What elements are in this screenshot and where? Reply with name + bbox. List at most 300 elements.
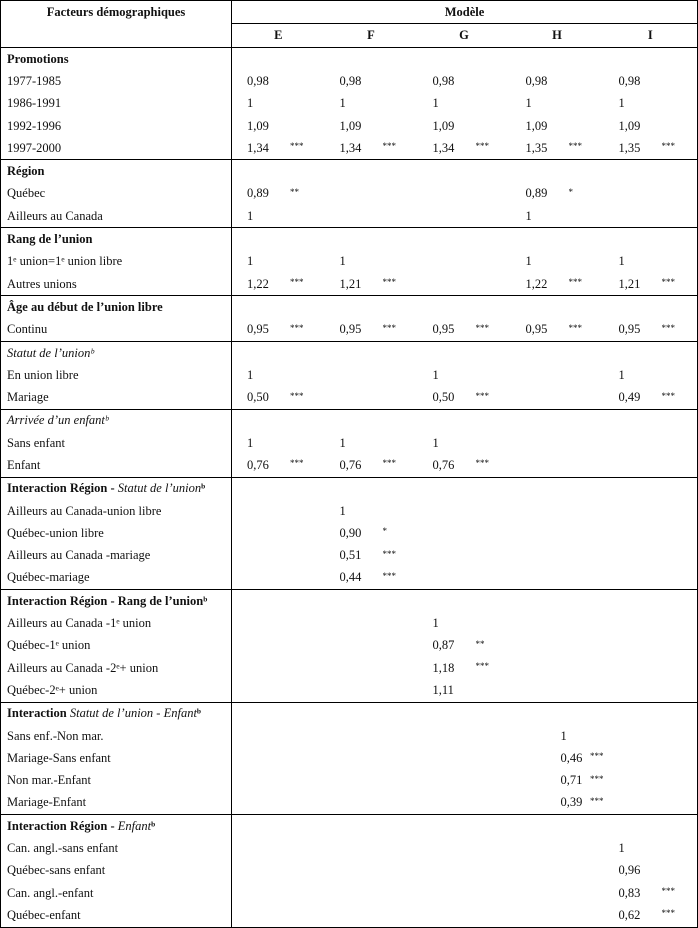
value-cell xyxy=(511,137,604,160)
value-cell xyxy=(325,251,418,273)
empty-cell xyxy=(511,815,604,838)
table-row xyxy=(1,115,698,137)
odds-ratio: 0,98 xyxy=(247,73,269,88)
table-row xyxy=(1,657,698,679)
value-cell xyxy=(511,115,604,137)
value-cell xyxy=(325,319,418,342)
value-cell xyxy=(418,454,511,477)
value-cell xyxy=(604,904,698,927)
value-cell xyxy=(511,770,604,792)
significance-stars: *** xyxy=(568,322,582,333)
odds-ratio: 0,50 xyxy=(247,390,269,405)
value-cell xyxy=(232,319,325,342)
empty-cell xyxy=(511,702,604,725)
odds-ratio: 1,09 xyxy=(525,118,548,133)
section-title: Âge au début de l’union libre xyxy=(1,296,232,319)
row-label: Québec-2ᵉ+ union xyxy=(1,679,232,702)
row-label: Ailleurs au Canada xyxy=(1,205,232,228)
value-cell xyxy=(418,545,511,567)
table-row xyxy=(1,567,698,590)
value-cell xyxy=(325,364,418,386)
value-cell xyxy=(232,657,325,679)
odds-ratio: 0,62 xyxy=(618,907,641,922)
odds-ratio: 1 xyxy=(339,435,346,450)
row-label: Autres unions xyxy=(1,273,232,296)
section-title-part: Enfant xyxy=(117,818,152,833)
odds-ratio: 1,11 xyxy=(432,682,454,697)
table-row xyxy=(1,860,698,882)
odds-ratio: 0,39 xyxy=(560,795,583,810)
value-cell xyxy=(511,522,604,544)
column-group-model: Modèle xyxy=(232,1,698,24)
odds-ratio: 0,83 xyxy=(618,885,641,900)
section-title: Statut de l’unionᵇ xyxy=(1,341,232,364)
value-cell xyxy=(418,115,511,137)
section-header-row xyxy=(1,409,698,432)
section-title: Promotions xyxy=(1,48,232,71)
value-cell xyxy=(232,93,325,115)
table-row xyxy=(1,454,698,477)
row-label: Sans enfant xyxy=(1,432,232,454)
row-label: Mariage xyxy=(1,386,232,409)
table-row xyxy=(1,273,698,296)
row-label: Québec-mariage xyxy=(1,567,232,590)
significance-stars: *** xyxy=(661,277,675,288)
empty-cell xyxy=(511,160,604,183)
significance-stars: *** xyxy=(475,141,489,152)
significance-stars: *** xyxy=(382,548,396,559)
value-cell xyxy=(511,792,604,815)
odds-ratio: 1,22 xyxy=(525,276,548,291)
row-label: Québec-1ᵉ union xyxy=(1,635,232,657)
empty-cell xyxy=(325,296,418,319)
section-header-row xyxy=(1,296,698,319)
value-cell xyxy=(325,432,418,454)
empty-cell xyxy=(325,48,418,71)
odds-ratio: 1,09 xyxy=(432,118,455,133)
value-cell xyxy=(511,612,604,634)
significance-stars: *** xyxy=(590,773,604,784)
odds-ratio: 0,95 xyxy=(618,322,641,337)
value-cell xyxy=(511,747,604,769)
section-title xyxy=(1,477,232,500)
value-cell xyxy=(325,747,418,769)
value-cell xyxy=(511,567,604,590)
odds-ratio: 1 xyxy=(247,254,254,269)
odds-ratio: 1 xyxy=(618,254,625,269)
value-cell xyxy=(604,612,698,634)
empty-cell xyxy=(511,590,604,613)
value-cell xyxy=(325,137,418,160)
section-title xyxy=(1,815,232,838)
value-cell xyxy=(232,747,325,769)
value-cell xyxy=(604,137,698,160)
value-cell xyxy=(418,137,511,160)
value-cell xyxy=(604,251,698,273)
value-cell xyxy=(325,500,418,522)
value-cell xyxy=(511,657,604,679)
value-cell xyxy=(325,635,418,657)
value-cell xyxy=(232,500,325,522)
odds-ratio: 1 xyxy=(525,254,532,269)
row-label: Sans enf.-Non mar. xyxy=(1,725,232,747)
odds-ratio: 1,09 xyxy=(618,118,641,133)
empty-cell xyxy=(511,409,604,432)
value-cell xyxy=(418,500,511,522)
value-cell xyxy=(325,725,418,747)
odds-ratio: 1,34 xyxy=(432,140,455,155)
section-header-row xyxy=(1,48,698,71)
value-cell xyxy=(604,657,698,679)
table-row xyxy=(1,837,698,859)
row-label: Ailleurs au Canada -2ᵉ+ union xyxy=(1,657,232,679)
significance-stars: *** xyxy=(590,795,604,806)
odds-ratio: 1 xyxy=(247,435,254,450)
value-cell xyxy=(511,93,604,115)
value-cell xyxy=(232,273,325,296)
row-label: Continu xyxy=(1,319,232,342)
table-row xyxy=(1,70,698,92)
table-body xyxy=(1,48,698,928)
row-label: Non mar.-Enfant xyxy=(1,770,232,792)
odds-ratio: 0,90 xyxy=(339,525,362,540)
value-cell xyxy=(604,545,698,567)
row-label: Québec-union libre xyxy=(1,522,232,544)
value-cell xyxy=(418,522,511,544)
empty-cell xyxy=(418,702,511,725)
row-label: En union libre xyxy=(1,364,232,386)
table-row xyxy=(1,904,698,927)
row-label: Ailleurs au Canada -1ᵉ union xyxy=(1,612,232,634)
section-title xyxy=(1,702,232,725)
odds-ratio: 0,51 xyxy=(339,548,362,563)
section-title-part: Interaction Région - xyxy=(7,818,118,833)
empty-cell xyxy=(511,341,604,364)
significance-stars: *** xyxy=(290,390,304,401)
value-cell xyxy=(604,386,698,409)
odds-ratio: 1,34 xyxy=(339,140,362,155)
odds-ratio: 0,76 xyxy=(432,457,455,472)
table-row xyxy=(1,770,698,792)
value-cell xyxy=(232,545,325,567)
empty-cell xyxy=(511,228,604,251)
value-cell xyxy=(232,725,325,747)
value-cell xyxy=(418,657,511,679)
significance-stars: *** xyxy=(661,390,675,401)
empty-cell xyxy=(604,160,698,183)
significance-stars: *** xyxy=(290,458,304,469)
section-header-row xyxy=(1,228,698,251)
value-cell xyxy=(511,882,604,904)
odds-ratio: 0,95 xyxy=(339,322,362,337)
value-cell xyxy=(325,679,418,702)
table-row xyxy=(1,747,698,769)
odds-ratio: 1 xyxy=(247,96,254,111)
value-cell xyxy=(604,93,698,115)
table-row xyxy=(1,93,698,115)
value-cell xyxy=(418,747,511,769)
empty-cell xyxy=(325,409,418,432)
odds-ratio: 0,98 xyxy=(432,73,455,88)
value-cell xyxy=(325,904,418,927)
value-cell xyxy=(232,770,325,792)
value-cell xyxy=(604,882,698,904)
row-label: Mariage-Enfant xyxy=(1,792,232,815)
odds-ratio: 1 xyxy=(432,435,439,450)
value-cell xyxy=(604,792,698,815)
odds-ratio: 1 xyxy=(560,728,567,743)
value-cell xyxy=(604,432,698,454)
odds-ratio: 1 xyxy=(525,96,532,111)
table-row xyxy=(1,364,698,386)
odds-ratio: 0,98 xyxy=(339,73,362,88)
significance-stars: *** xyxy=(590,751,604,762)
value-cell xyxy=(325,545,418,567)
table-row xyxy=(1,679,698,702)
significance-stars: *** xyxy=(382,141,396,152)
empty-cell xyxy=(232,409,325,432)
value-cell xyxy=(232,432,325,454)
value-cell xyxy=(325,522,418,544)
row-label: Can. angl.-sans enfant xyxy=(1,837,232,859)
significance-stars: ** xyxy=(290,186,299,197)
value-cell xyxy=(232,635,325,657)
odds-ratio: 1,09 xyxy=(247,118,269,133)
value-cell xyxy=(232,860,325,882)
value-cell xyxy=(604,454,698,477)
odds-ratio: 0,95 xyxy=(432,322,455,337)
significance-stars: *** xyxy=(382,570,396,581)
value-cell xyxy=(325,93,418,115)
value-cell xyxy=(604,635,698,657)
value-cell xyxy=(325,454,418,477)
empty-cell xyxy=(418,477,511,500)
value-cell xyxy=(325,837,418,859)
value-cell xyxy=(511,183,604,205)
value-cell xyxy=(418,792,511,815)
value-cell xyxy=(511,635,604,657)
value-cell xyxy=(325,386,418,409)
value-cell xyxy=(418,432,511,454)
significance-stars: *** xyxy=(290,277,304,288)
value-cell xyxy=(604,679,698,702)
value-cell xyxy=(418,837,511,859)
table-row xyxy=(1,251,698,273)
value-cell xyxy=(604,522,698,544)
significance-stars: *** xyxy=(661,908,675,919)
empty-cell xyxy=(604,477,698,500)
odds-ratio: 1 xyxy=(525,208,532,223)
odds-ratio: 0,50 xyxy=(432,390,455,405)
odds-ratio: 1,34 xyxy=(247,140,269,155)
empty-cell xyxy=(232,815,325,838)
value-cell xyxy=(604,500,698,522)
value-cell xyxy=(232,364,325,386)
value-cell xyxy=(418,725,511,747)
value-cell xyxy=(232,183,325,205)
odds-ratio: 1 xyxy=(618,96,625,111)
empty-cell xyxy=(604,815,698,838)
section-title-part: ᵇ xyxy=(151,818,156,833)
odds-ratio: 0,96 xyxy=(618,863,641,878)
value-cell xyxy=(232,837,325,859)
section-title-part: Statut de l’union xyxy=(117,481,202,496)
value-cell xyxy=(325,567,418,590)
row-label: 1997-2000 xyxy=(1,137,232,160)
row-label: 1986-1991 xyxy=(1,93,232,115)
row-label: Ailleurs au Canada -mariage xyxy=(1,545,232,567)
column-header-model: E xyxy=(232,24,325,48)
row-label: Can. angl.-enfant xyxy=(1,882,232,904)
table-row xyxy=(1,432,698,454)
section-header-row xyxy=(1,702,698,725)
odds-ratio: 0,89 xyxy=(525,186,548,201)
value-cell xyxy=(232,679,325,702)
column-header-model: F xyxy=(325,24,418,48)
odds-ratio: 0,95 xyxy=(525,322,548,337)
empty-cell xyxy=(604,702,698,725)
significance-stars: *** xyxy=(568,277,582,288)
value-cell xyxy=(325,70,418,92)
odds-ratio: 1 xyxy=(432,367,439,382)
row-label: Enfant xyxy=(1,454,232,477)
odds-ratio: 0,71 xyxy=(560,773,583,788)
value-cell xyxy=(325,657,418,679)
value-cell xyxy=(325,612,418,634)
empty-cell xyxy=(418,815,511,838)
value-cell xyxy=(604,860,698,882)
table-row xyxy=(1,635,698,657)
row-label: 1992-1996 xyxy=(1,115,232,137)
value-cell xyxy=(418,205,511,228)
table-row xyxy=(1,500,698,522)
significance-stars: * xyxy=(382,526,387,537)
row-label: Québec xyxy=(1,183,232,205)
empty-cell xyxy=(232,48,325,71)
column-header-model: G xyxy=(418,24,511,48)
value-cell xyxy=(325,882,418,904)
value-cell xyxy=(511,273,604,296)
value-cell xyxy=(511,837,604,859)
value-cell xyxy=(604,319,698,342)
empty-cell xyxy=(604,409,698,432)
odds-ratio: 1 xyxy=(247,208,254,223)
odds-ratio: 0,49 xyxy=(618,390,641,405)
row-label: Québec-enfant xyxy=(1,904,232,927)
table-row xyxy=(1,386,698,409)
odds-ratio: 0,76 xyxy=(247,457,269,472)
empty-cell xyxy=(418,228,511,251)
value-cell xyxy=(604,770,698,792)
value-cell xyxy=(232,205,325,228)
value-cell xyxy=(418,860,511,882)
value-cell xyxy=(418,93,511,115)
value-cell xyxy=(604,70,698,92)
value-cell xyxy=(511,904,604,927)
value-cell xyxy=(232,454,325,477)
significance-stars: *** xyxy=(661,322,675,333)
value-cell xyxy=(418,567,511,590)
section-title-part: ᵇ xyxy=(201,481,206,496)
empty-cell xyxy=(232,477,325,500)
significance-stars: ** xyxy=(475,638,485,649)
value-cell xyxy=(232,522,325,544)
value-cell xyxy=(418,251,511,273)
odds-ratio: 1 xyxy=(339,96,346,111)
value-cell xyxy=(511,679,604,702)
value-cell xyxy=(604,115,698,137)
value-cell xyxy=(418,183,511,205)
significance-stars: *** xyxy=(382,322,396,333)
empty-cell xyxy=(325,341,418,364)
section-header-row xyxy=(1,590,698,613)
odds-ratio: 1 xyxy=(247,367,254,382)
value-cell xyxy=(511,454,604,477)
value-cell xyxy=(232,792,325,815)
odds-ratio: 0,76 xyxy=(339,457,362,472)
odds-ratio: 1 xyxy=(618,367,625,382)
value-cell xyxy=(604,747,698,769)
empty-cell xyxy=(232,590,325,613)
odds-ratio: 1,21 xyxy=(339,276,362,291)
empty-cell xyxy=(418,160,511,183)
table-row xyxy=(1,792,698,815)
value-cell xyxy=(418,273,511,296)
table-row xyxy=(1,882,698,904)
value-cell xyxy=(511,860,604,882)
section-title-part: Interaction Région - xyxy=(7,481,118,496)
value-cell xyxy=(604,837,698,859)
odds-ratio: 1,35 xyxy=(618,140,641,155)
odds-ratio: 1 xyxy=(432,96,439,111)
section-title: Rang de l’union xyxy=(1,228,232,251)
significance-stars: *** xyxy=(661,886,675,897)
empty-cell xyxy=(325,477,418,500)
value-cell xyxy=(232,904,325,927)
section-header-row xyxy=(1,477,698,500)
significance-stars: *** xyxy=(475,390,489,401)
significance-stars: *** xyxy=(290,141,304,152)
value-cell xyxy=(418,364,511,386)
significance-stars: *** xyxy=(475,322,489,333)
table-row xyxy=(1,137,698,160)
value-cell xyxy=(604,273,698,296)
empty-cell xyxy=(325,228,418,251)
table-row xyxy=(1,319,698,342)
section-title-part: ᵇ xyxy=(196,706,201,721)
empty-cell xyxy=(604,228,698,251)
value-cell xyxy=(511,545,604,567)
value-cell xyxy=(325,792,418,815)
odds-ratio: 0,98 xyxy=(618,73,641,88)
empty-cell xyxy=(325,702,418,725)
value-cell xyxy=(418,319,511,342)
value-cell xyxy=(511,386,604,409)
significance-stars: *** xyxy=(475,661,489,672)
value-cell xyxy=(604,183,698,205)
value-cell xyxy=(325,273,418,296)
empty-cell xyxy=(418,341,511,364)
odds-ratio: 0,46 xyxy=(560,750,583,765)
section-title: Arrivée d’un enfantᵇ xyxy=(1,409,232,432)
table-row xyxy=(1,612,698,634)
empty-cell xyxy=(325,590,418,613)
value-cell xyxy=(325,770,418,792)
value-cell xyxy=(325,183,418,205)
value-cell xyxy=(511,70,604,92)
significance-stars: * xyxy=(568,186,573,197)
value-cell xyxy=(418,635,511,657)
